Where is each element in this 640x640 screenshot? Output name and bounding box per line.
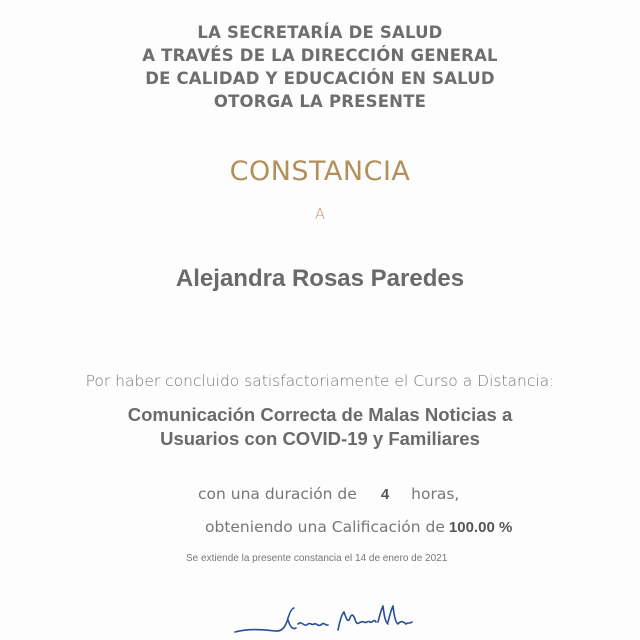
header-line-2: A TRAVÉS DE LA DIRECCIÓN GENERAL — [142, 46, 498, 65]
header-line-3: DE CALIDAD Y EDUCACIÓN EN SALUD — [145, 69, 495, 88]
certificate-title: CONSTANCIA — [229, 156, 411, 187]
duration-value: 4 — [380, 486, 390, 503]
intro-text: Por haber concluido satisfactoriamente el Curso a Distancia: — [85, 372, 555, 390]
course-title-line-1: Comunicación Correcta de Malas Noticias a — [127, 404, 513, 425]
duration-line — [198, 485, 459, 503]
signature-image — [230, 600, 420, 640]
issuer-header — [0, 21, 640, 113]
header-line-1: LA SECRETARÍA DE SALUD — [197, 23, 443, 42]
grade-value: 100.00 % — [448, 519, 513, 536]
duration-prefix: con una duración de — [198, 485, 357, 503]
duration-suffix: horas, — [411, 485, 460, 503]
grade-prefix: obteniendo una Calificación de — [205, 518, 445, 536]
header-line-4: OTORGA LA PRESENTE — [213, 92, 427, 111]
course-title — [0, 403, 640, 451]
grade-line — [205, 518, 512, 536]
preposition: A — [314, 205, 326, 223]
issue-date-text: Se extiende la presente constancia el 14 de enero de 2021 — [186, 553, 448, 564]
course-title-line-2: Usuarios con COVID-19 y Familiares — [160, 428, 480, 449]
recipient-name: Alejandra Rosas Paredes — [175, 265, 465, 292]
